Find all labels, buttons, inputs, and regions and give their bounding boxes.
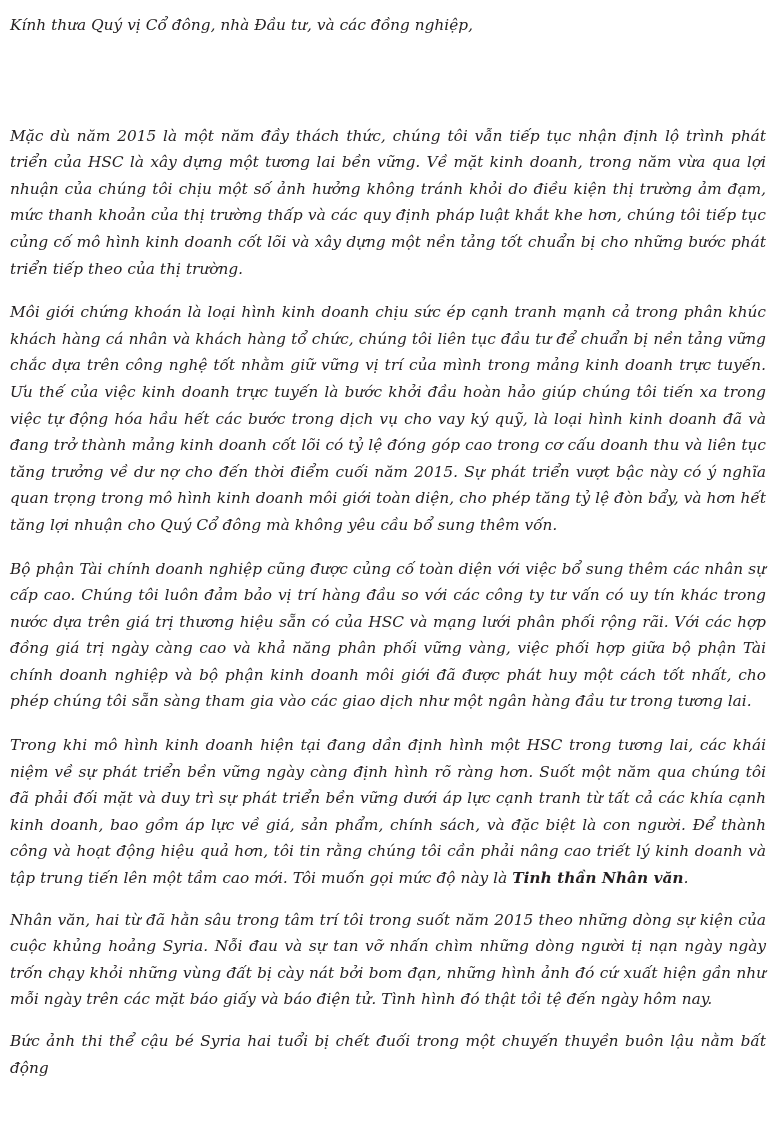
spacer <box>10 715 766 732</box>
body-paragraph-2: Môi giới chứng khoán là loại hình kinh doanh chịu sức ép cạnh tranh mạnh cả trong phân khúc khách hàng cá nhân và khách hàng tổ chức, chúng tôi liên tục đầu tư để chuẩn bị nền tảng vững chắc dựa trên công nghệ tốt nhằm giữ vững vị trí của mình trong mảng kinh doanh trực tuyến. Ưu thế của việc kinh doanh trực tuyến là bước khởi đầu hoàn hảo giúp chúng tôi tiến xa trong việc tự động hóa hầu hết các bước trong dịch vụ cho vay ký quỹ, là loại hình kinh doanh đã và đang trở thành mảng kinh doanh cốt lõi có tỷ lệ đóng góp cao trong cơ cấu doanh thu và liên tục tăng trưởng về dư nợ cho đến thời điểm cuối năm 2015. Sự phát triển vượt bậc này có ý nghĩa quan trọng trong mô hình kinh doanh môi giới toàn diện, cho phép tăng tỷ lệ đòn bẩy, và hơn hết tăng lợi nhuận cho Quý Cổ đông mà không yêu cầu bổ sung thêm vốn. <box>10 303 766 534</box>
body-paragraph-4 <box>10 732 766 892</box>
paragraph-text-after: . <box>683 869 689 888</box>
spacer <box>10 892 766 907</box>
body-paragraph-6: Bức ảnh thi thể cậu bé Syria hai tuổi bị chết đuối trong một chuyến thuyền buôn lậu nằm bất động <box>10 1032 766 1077</box>
body-paragraph-5: Nhân văn, hai từ đã hằn sâu trong tâm trí tôi trong suốt năm 2015 theo những dòng sự kiện của cuộc khủng hoảng Syria. Nỗi đau và sự tan vỡ nhấn chìm những dòng người tị nạn ngày ngày trốn chạy khỏi những vùng đất bị cày nát bởi bom đạn, những hình ảnh đó cứ xuất hiện gần như mỗi ngày trên các mặt báo giấy và báo điện tử. Tình hình đó thật tồi tệ đến ngày hôm nay. <box>10 910 766 1009</box>
humanity-emphasis: Tinh thần Nhân văn <box>512 869 684 888</box>
paragraph-text-before: Trong khi mô hình kinh doanh hiện tại đang dần định hình một HSC trong tương lai, các khái niệm về sự phát triển bền vững ngày càng định hình rõ ràng hơn. Suốt một năm qua chúng tôi đã phải đối mặt và duy trì sự phát triển bền vững dưới áp lực cạnh tranh từ tất cả các khía cạnh kinh doanh, bao gồm áp lực về giá, sản phẩm, chính sách, và đặc biệt là con người. Để thành công và hoạt động hiệu quả hơn, tôi tin rằng chúng tôi cần phải nâng cao triết lý kinh doanh và tập trung tiến lên một tầm cao mới. Tôi muốn gọi mức độ này là <box>10 736 766 888</box>
greeting-paragraph: Kính thưa Quý vị Cổ đông, nhà Đầu tư, và các đồng nghiệp, <box>10 16 473 34</box>
body-paragraph-1: Mặc dù năm 2015 là một năm đầy thách thức, chúng tôi vẫn tiếp tục nhận định lộ trình phát triển của HSC là xây dựng một tương lai bền vững. Về mặt kinh doanh, trong năm vừa qua lợi nhuận của chúng tôi chịu một số ảnh hưởng không tránh khỏi do điều kiện thị trường ảm đạm, mức thanh khoản của thị trường thấp và các quy định pháp luật khắt khe hơn, chúng tôi tiếp tục củng cố mô hình kinh doanh cốt lõi và xây dựng một nền tảng tốt chuẩn bị cho những bước phát triển tiếp theo của thị trường. <box>10 126 766 278</box>
spacer <box>10 1013 766 1028</box>
spacer <box>10 282 766 299</box>
spacer <box>10 539 766 556</box>
spacer <box>10 39 766 123</box>
body-paragraph-3: Bộ phận Tài chính doanh nghiệp cũng được củng cố toàn diện với việc bổ sung thêm các nhân sự cấp cao. Chúng tôi luôn đảm bảo vị trí hàng đầu so với các công ty tư vấn có uy tín khác trong nước dựa trên giá trị thương hiệu sẵn có của HSC và mạng lưới phân phối rộng rãi. Với các hợp đồng giá trị ngày càng cao và khả năng phân phối vững vàng, việc phối hợp giữa bộ phận Tài chính doanh nghiệp và bộ phận kinh doanh môi giới đã được phát huy một cách tốt nhất, cho phép chúng tôi sẵn sàng tham gia vào các giao dịch như một ngân hàng đầu tư trong tương lai. <box>10 559 766 711</box>
